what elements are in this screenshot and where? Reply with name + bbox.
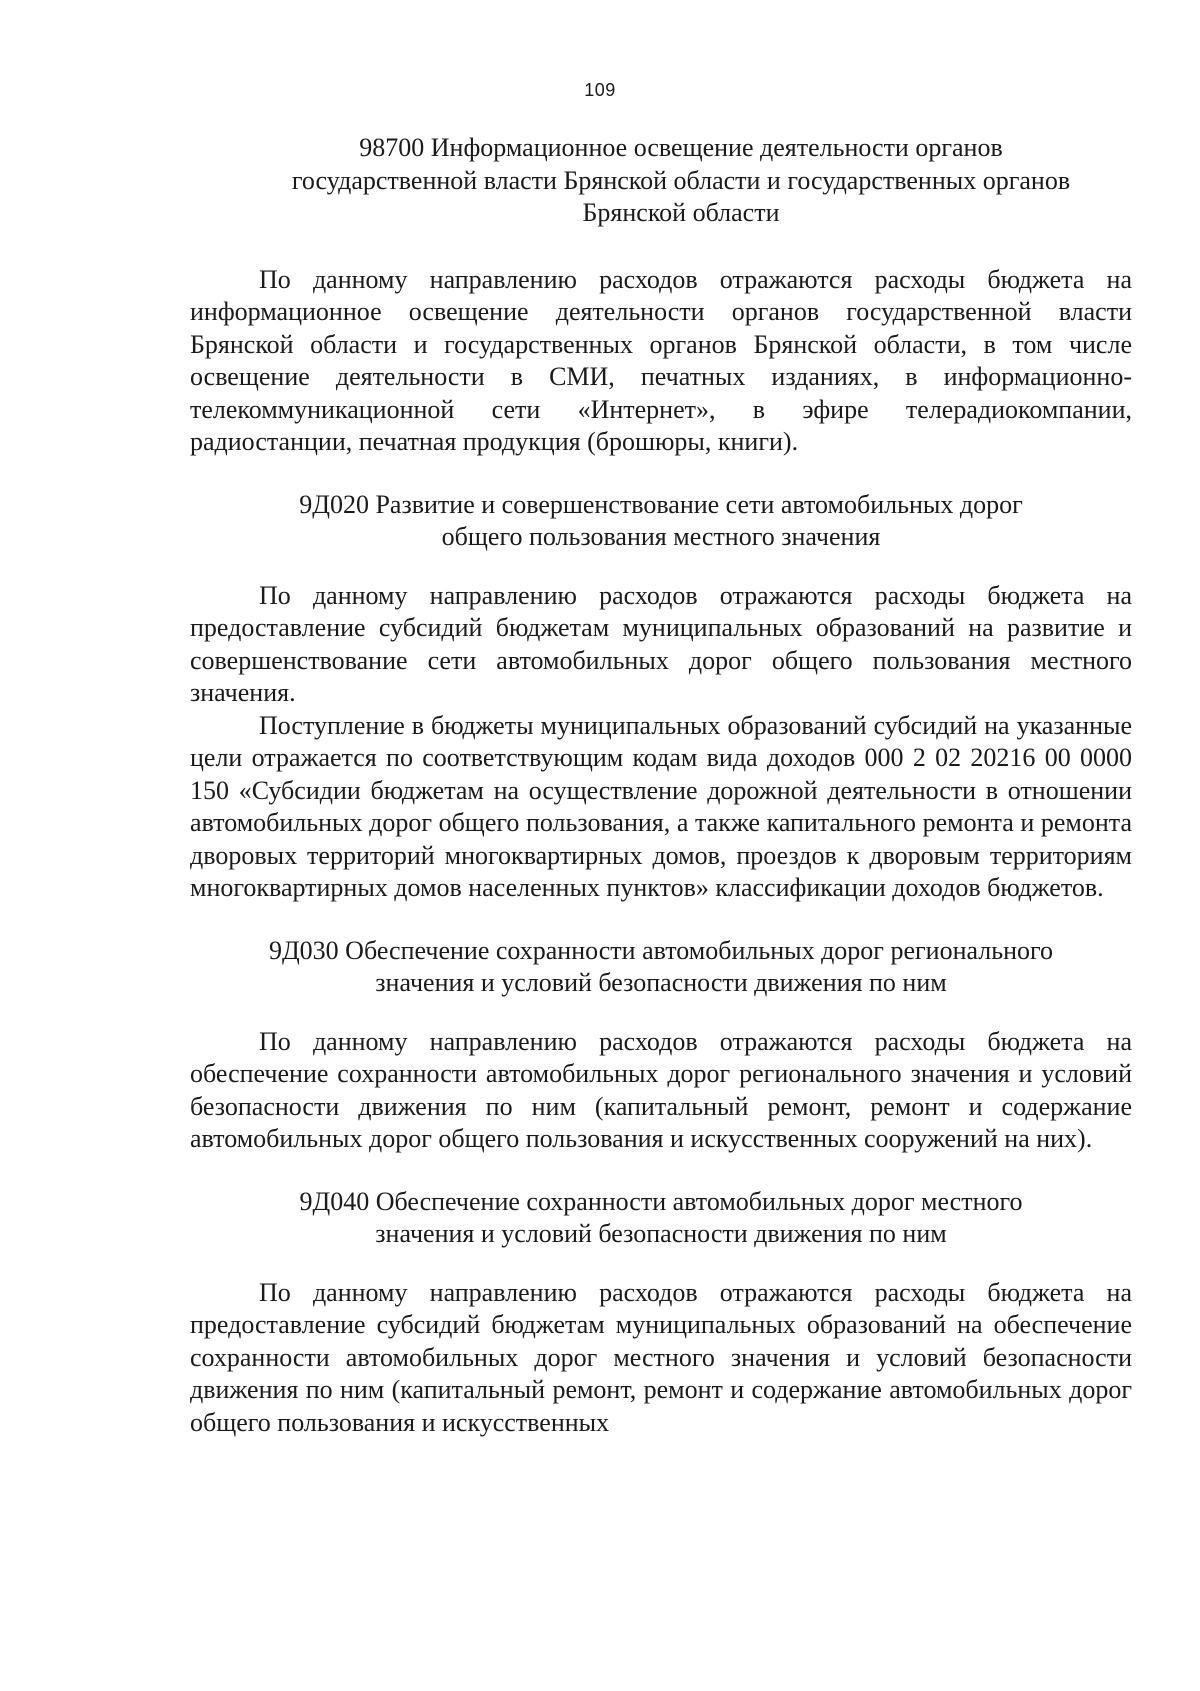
section-title — [190, 1186, 1132, 1251]
section-title-line: значения и условий безопасности движения по ним — [375, 968, 947, 997]
document-body — [190, 132, 1132, 1439]
section-title — [190, 935, 1132, 1000]
section-paragraph: По данному направлению расходов отражаются расходы бюджета на предоставление субсидий бюджетам муниципальных образований на развитие и совершенствование сети автомобильных дорог общего пользования местного значения. — [190, 580, 1132, 707]
section-title-line: значения и условий безопасности движения по ним — [375, 1219, 947, 1248]
section-title-line: 9Д040 Обеспечение сохранности автомобильных дорог местного — [299, 1186, 1023, 1216]
section-title-line: 98700 Информационное освещение деятельности органов — [359, 133, 1003, 162]
section-9d020 — [190, 489, 1132, 905]
section-98700 — [190, 132, 1132, 459]
section-paragraph: По данному направлению расходов отражаются расходы бюджета на информационное освещение деятельности органов государственной власти Брянской области и государственных органов Брянской области, в том числе освещение деятельности в СМИ, печатных изданиях, в информационно-телекоммуникационной сети «Интернет», в эфире телерадиокомпании, радиостанции, печатная продукция (брошюры, книги). — [190, 264, 1132, 456]
section-paragraph: По данному направлению расходов отражаются расходы бюджета на предоставление субсидий бюджетам муниципальных образований на обеспечение сохранности автомобильных дорог местного значения и условий безопасности движения по ним (капитальный ремонт, ремонт и содержание автомобильных дорог общего пользования и искусственных — [190, 1277, 1132, 1437]
section-title — [190, 132, 1132, 230]
section-paragraph: По данному направлению расходов отражаются расходы бюджета на обеспечение сохранности автомобильных дорог регионального значения и условий безопасности движения по ним (капитальный ремонт, ремонт и содержание автомобильных дорог общего пользования и искусственных сооружений на них). — [190, 1026, 1132, 1153]
section-title — [190, 489, 1132, 554]
section-title-line: государственной власти Брянской области и государственных органов — [291, 165, 1071, 195]
section-9d040 — [190, 1186, 1132, 1440]
section-title-line: общего пользования местного значения — [441, 522, 881, 551]
section-title-line: 9Д020 Развитие и совершенствование сети автомобильных дорог — [299, 489, 1023, 519]
section-title-line: 9Д030 Обеспечение сохранности автомобильных дорог регионального — [268, 935, 1054, 965]
section-9d030 — [190, 935, 1132, 1156]
section-title-line: Брянской области — [582, 198, 780, 227]
page-number: 109 — [584, 80, 616, 100]
section-paragraph: Поступление в бюджеты муниципальных образований субсидий на указанные цели отражается по соответствующим кодам вида доходов 000 2 02 20216 00 0000 150 «Субсидии бюджетам на осуществление дорожной деятельности в отношении автомобильных дорог общего пользования, а также капитального ремонта и ремонта дворовых территорий многоквартирных домов, проездов к дворовым территориям многоквартирных домов населенных пунктов» классификации доходов бюджетов. — [190, 710, 1132, 902]
